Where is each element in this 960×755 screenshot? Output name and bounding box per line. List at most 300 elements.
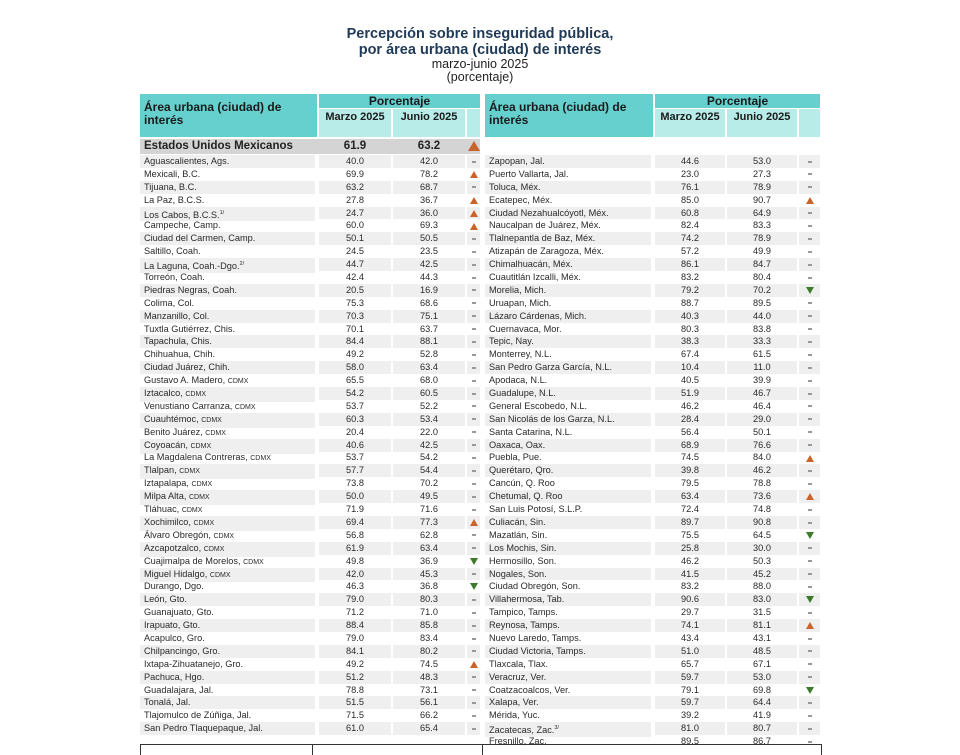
- city-name: [485, 580, 651, 593]
- table-row: [485, 722, 820, 735]
- city-name: [485, 658, 651, 671]
- march-value: 24.7: [319, 207, 391, 220]
- city-name: [485, 168, 651, 181]
- march-value: 44.6: [655, 155, 725, 168]
- trend-cell: [467, 194, 480, 207]
- trend-cell: [799, 387, 820, 400]
- march-value: 83.2: [681, 272, 699, 283]
- trend-cell: [799, 181, 820, 194]
- trend-cell: [799, 426, 820, 439]
- increase-triangle-icon: [806, 622, 814, 629]
- decrease-triangle-icon: [806, 287, 814, 294]
- city-label: Gustavo A. Madero,: [144, 375, 226, 386]
- march-value: 74.1: [655, 619, 725, 632]
- june-value: 42.0: [393, 155, 465, 168]
- city-label: Tlalnepantla de Baz, Méx.: [489, 233, 596, 244]
- no-change-dash-icon: [472, 638, 476, 640]
- no-change-dash-icon: [808, 663, 812, 665]
- table-row: [485, 516, 820, 529]
- footer-divider: [312, 745, 313, 755]
- city-label: Cuauhtémoc,: [144, 413, 199, 424]
- city-label: Iztapalapa,: [144, 478, 189, 489]
- no-change-dash-icon: [808, 431, 812, 433]
- trend-cell: [467, 400, 480, 413]
- city-name: [485, 284, 651, 297]
- trend-cell: [799, 709, 820, 722]
- table-row: [485, 348, 820, 361]
- no-change-dash-icon: [472, 161, 476, 163]
- march-value: 60.0: [346, 220, 364, 231]
- trend-cell: [799, 671, 820, 684]
- no-change-dash-icon: [472, 702, 476, 704]
- trend-cell: [467, 155, 480, 168]
- table-row: [485, 542, 820, 555]
- table-row: [140, 323, 480, 336]
- table-row: [485, 323, 820, 336]
- increase-triangle-icon: [806, 455, 814, 462]
- trend-cell: [799, 606, 820, 619]
- june-value: 48.3: [393, 671, 465, 684]
- table-row: [140, 387, 480, 400]
- table-row: [140, 606, 480, 619]
- march-value: 75.5: [681, 529, 699, 540]
- city-suffix: CDMX: [181, 507, 203, 515]
- decrease-triangle-icon: [470, 558, 478, 565]
- city-label: Miguel Hidalgo,: [144, 568, 208, 579]
- city-label: Chihuahua, Chih.: [144, 349, 215, 360]
- no-change-dash-icon: [472, 405, 476, 407]
- city-label: Los Mochis, Sin.: [489, 542, 557, 553]
- table-row: [140, 374, 480, 387]
- june-value: 23.5: [420, 246, 438, 257]
- table-row: [485, 258, 820, 271]
- city-label: Tampico, Tamps.: [489, 607, 558, 618]
- national-name: Estados Unidos Mexicanos: [144, 140, 293, 152]
- title-period: marzo-junio 2025: [431, 57, 529, 71]
- table-row: [140, 451, 480, 464]
- header-march: Marzo 2025: [655, 109, 725, 137]
- city-label: San Nicolás de los Garza, N.L.: [489, 413, 615, 424]
- city-name: [485, 219, 651, 232]
- march-value: 20.4: [346, 426, 364, 437]
- increase-triangle-icon: [470, 223, 478, 230]
- june-value: 68.0: [420, 375, 438, 386]
- trend-cell: [799, 684, 820, 697]
- june-value: 84.0: [753, 452, 771, 463]
- table-row: [140, 722, 480, 735]
- city-name: [485, 464, 651, 477]
- no-change-dash-icon: [808, 341, 812, 343]
- march-value: 54.2: [319, 387, 391, 400]
- june-value: 46.7: [727, 387, 797, 400]
- trend-cell: [467, 387, 480, 400]
- march-value: 75.3: [346, 297, 364, 308]
- march-value: 49.2: [346, 658, 364, 669]
- city-name: [485, 387, 651, 400]
- city-suffix: CDMX: [205, 429, 226, 437]
- june-value: 31.5: [753, 607, 771, 618]
- table-row: [140, 413, 480, 426]
- trend-cell: [799, 245, 820, 258]
- city-name: [140, 284, 315, 297]
- table-row: [485, 684, 820, 697]
- june-value: 86.7: [753, 736, 771, 747]
- march-value: 81.0: [655, 722, 725, 735]
- march-value: 86.1: [655, 258, 725, 271]
- table-row: [485, 451, 820, 464]
- city-name: [485, 232, 651, 245]
- trend-cell: [799, 361, 820, 374]
- trend-cell: [799, 232, 820, 245]
- table-row: [140, 439, 480, 452]
- no-change-dash-icon: [472, 264, 476, 266]
- june-value: 44.0: [727, 310, 797, 323]
- table-row: [485, 413, 820, 426]
- city-label: Ciudad Juárez, Chih.: [144, 362, 230, 373]
- june-value: 66.2: [420, 710, 438, 721]
- march-value: 83.2: [681, 581, 699, 592]
- table-row: [485, 168, 820, 181]
- city-suffix: CDMX: [209, 571, 231, 579]
- table-row: [485, 194, 820, 207]
- june-value: 44.3: [420, 272, 438, 283]
- city-name: [485, 155, 651, 168]
- city-label: Los Cabos, B.C.S.: [144, 209, 220, 220]
- trend-cell: [467, 361, 480, 374]
- march-value: 57.2: [681, 246, 699, 257]
- june-value: 83.8: [753, 323, 771, 334]
- national-row: [140, 139, 480, 154]
- march-value: 59.7: [655, 696, 725, 709]
- city-name: [485, 310, 651, 323]
- june-value: 50.1: [753, 426, 771, 437]
- city-name: [140, 722, 315, 735]
- march-value: 63.2: [319, 181, 391, 194]
- city-label: Xalapa, Ver.: [489, 697, 539, 708]
- march-value: 89.7: [655, 516, 725, 529]
- march-value: 65.7: [681, 658, 699, 669]
- table-row: [140, 709, 480, 722]
- march-value: 38.3: [655, 335, 725, 348]
- march-value: 76.1: [655, 181, 725, 194]
- march-value: 49.8: [346, 555, 364, 566]
- city-label: Durango, Dgo.: [144, 581, 204, 592]
- city-label: Hermosillo, Son.: [489, 555, 557, 566]
- city-name: [485, 593, 651, 606]
- june-value: 29.0: [727, 413, 797, 426]
- no-change-dash-icon: [472, 534, 476, 536]
- trend-cell: [467, 709, 480, 722]
- table-row: [485, 529, 820, 542]
- no-change-dash-icon: [472, 444, 476, 446]
- march-value: 70.3: [319, 310, 391, 323]
- no-change-dash-icon: [808, 702, 812, 704]
- table-row: [140, 684, 480, 697]
- city-label: Tonalá, Jal.: [144, 697, 191, 708]
- table-row: [140, 335, 480, 348]
- june-value: 54.2: [420, 452, 438, 463]
- june-value: 78.8: [753, 478, 771, 489]
- march-value: 29.7: [681, 607, 699, 618]
- trend-cell: [467, 671, 480, 684]
- june-value: 33.3: [727, 335, 797, 348]
- trend-cell: [799, 207, 820, 220]
- table-row: [140, 310, 480, 323]
- city-label: Culiacán, Sin.: [489, 516, 546, 527]
- june-value: 60.5: [393, 387, 465, 400]
- city-label: Uruapan, Mich.: [489, 297, 552, 308]
- no-change-dash-icon: [808, 212, 812, 214]
- city-suffix: CDMX: [185, 391, 206, 399]
- city-label: Ecatepec, Méx.: [489, 194, 553, 205]
- march-value: 79.2: [655, 284, 725, 297]
- no-change-dash-icon: [472, 547, 476, 549]
- city-label: Acapulco, Gro.: [144, 632, 205, 643]
- june-value: 74.8: [753, 504, 771, 515]
- no-change-dash-icon: [808, 238, 812, 240]
- trend-cell: [799, 568, 820, 581]
- no-change-dash-icon: [472, 341, 476, 343]
- city-label: Chilpancingo, Gro.: [144, 645, 221, 656]
- left-table-header: [140, 94, 480, 137]
- city-label: Torreón, Coah.: [144, 272, 205, 283]
- june-value: 62.8: [420, 529, 438, 540]
- march-value: 40.3: [655, 310, 725, 323]
- june-value: 45.2: [727, 568, 797, 581]
- city-label: Nogales, Son.: [489, 568, 547, 579]
- june-value: 70.2: [420, 478, 438, 489]
- city-suffix: CDMX: [243, 558, 264, 566]
- city-label: Apodaca, N.L.: [489, 375, 548, 386]
- city-suffix: CDMX: [250, 455, 271, 463]
- trend-cell: [799, 348, 820, 361]
- no-change-dash-icon: [472, 393, 476, 395]
- trend-cell: [467, 464, 480, 477]
- city-name: [485, 207, 651, 220]
- table-row: [140, 426, 480, 439]
- march-value: 61.9: [319, 542, 391, 555]
- trend-cell: [799, 194, 820, 207]
- city-name: [485, 194, 651, 207]
- city-label: Cancún, Q. Roo: [489, 478, 555, 489]
- table-row: [140, 490, 480, 503]
- trend-cell: [467, 516, 480, 529]
- table-row: [485, 361, 820, 374]
- trend-cell: [799, 374, 820, 387]
- city-name: [140, 168, 315, 181]
- table-row: [485, 477, 820, 490]
- table-row: [140, 232, 480, 245]
- table-row: [140, 219, 480, 232]
- no-change-dash-icon: [472, 186, 476, 188]
- increase-triangle-icon: [806, 197, 814, 204]
- march-value: 40.5: [681, 375, 699, 386]
- june-value: 83.3: [753, 220, 771, 231]
- march-value: 70.1: [346, 323, 364, 334]
- table-row: [485, 155, 820, 168]
- trend-cell: [467, 542, 480, 555]
- trend-cell: [799, 451, 820, 464]
- table-row: [485, 568, 820, 581]
- table-row: [485, 219, 820, 232]
- june-value: 89.5: [753, 297, 771, 308]
- trend-cell: [467, 645, 480, 658]
- no-change-dash-icon: [808, 650, 812, 652]
- table-row: [485, 555, 820, 568]
- table-row: [485, 310, 820, 323]
- header-percentage: Porcentaje: [319, 94, 480, 108]
- city-name: [485, 709, 651, 722]
- march-value: 84.4: [319, 335, 391, 348]
- june-value: 45.3: [393, 568, 465, 581]
- trend-cell: [467, 696, 480, 709]
- city-label: Pachuca, Hgo.: [144, 671, 205, 682]
- trend-cell: [467, 503, 480, 516]
- table-row: [140, 516, 480, 529]
- no-change-dash-icon: [472, 573, 476, 575]
- trend-cell: [467, 632, 480, 645]
- june-value: 67.1: [753, 658, 771, 669]
- june-value: 64.5: [753, 529, 771, 540]
- city-suffix: CDMX: [191, 481, 213, 489]
- no-change-dash-icon: [808, 741, 812, 743]
- no-change-dash-icon: [808, 251, 812, 253]
- city-name: [140, 335, 315, 348]
- march-value: 40.6: [319, 439, 391, 452]
- header-trend: [799, 109, 820, 137]
- no-change-dash-icon: [808, 612, 812, 614]
- table-row: [140, 155, 480, 168]
- table-row: [140, 361, 480, 374]
- city-label: Lázaro Cárdenas, Mich.: [489, 310, 587, 321]
- city-name: [485, 374, 651, 387]
- no-change-dash-icon: [808, 328, 812, 330]
- city-label: Cuernavaca, Mor.: [489, 323, 562, 334]
- june-value: 68.7: [393, 181, 465, 194]
- table-row: [140, 271, 480, 284]
- decrease-triangle-icon: [470, 583, 478, 590]
- june-value: 11.0: [727, 361, 797, 374]
- trend-cell: [799, 490, 820, 503]
- june-value: 81.1: [727, 619, 797, 632]
- june-value: 41.9: [753, 710, 771, 721]
- no-change-dash-icon: [472, 431, 476, 433]
- increase-triangle-icon: [470, 210, 478, 217]
- march-value: 43.4: [681, 632, 699, 643]
- june-value: 78.9: [727, 232, 797, 245]
- no-change-dash-icon: [808, 715, 812, 717]
- march-value: 42.0: [319, 568, 391, 581]
- table-row: [485, 645, 820, 658]
- city-name: [485, 606, 651, 619]
- decrease-triangle-icon: [806, 532, 814, 539]
- national-trend: [467, 139, 480, 154]
- trend-cell: [799, 335, 820, 348]
- june-value: 27.3: [753, 168, 771, 179]
- table-row: [485, 709, 820, 722]
- march-value: 85.0: [681, 194, 699, 205]
- trend-cell: [799, 439, 820, 452]
- trend-cell: [467, 181, 480, 194]
- city-name: [140, 297, 315, 310]
- city-label: Puebla, Pue.: [489, 452, 542, 463]
- trend-cell: [467, 593, 480, 606]
- table-row: [485, 400, 820, 413]
- table-row: [485, 335, 820, 348]
- city-name: [485, 671, 651, 684]
- city-name: [140, 632, 315, 645]
- city-label: Ciudad Victoria, Tamps.: [489, 645, 586, 656]
- footnote-marker: 2/: [239, 261, 245, 268]
- no-change-dash-icon: [472, 277, 476, 279]
- city-name: [140, 310, 315, 323]
- june-value: 54.4: [393, 464, 465, 477]
- june-value: 76.6: [727, 439, 797, 452]
- march-value: 44.7: [319, 258, 391, 271]
- table-row: [485, 658, 820, 671]
- trend-cell: [467, 348, 480, 361]
- city-name: [485, 271, 651, 284]
- city-label: Reynosa, Tamps.: [489, 620, 560, 631]
- march-value: 61.0: [319, 722, 391, 735]
- city-name: [485, 245, 651, 258]
- no-change-dash-icon: [808, 380, 812, 382]
- no-change-dash-icon: [808, 573, 812, 575]
- no-change-dash-icon: [808, 676, 812, 678]
- no-change-dash-icon: [472, 457, 476, 459]
- trend-cell: [799, 477, 820, 490]
- decrease-triangle-icon: [806, 596, 814, 603]
- march-value: 27.8: [346, 194, 364, 205]
- city-suffix: CDMX: [213, 532, 235, 540]
- city-suffix: CDMX: [190, 442, 212, 450]
- june-value: 78.9: [727, 181, 797, 194]
- city-name: [485, 297, 651, 310]
- trend-cell: [467, 451, 480, 464]
- table-row: [485, 671, 820, 684]
- june-value: 73.1: [420, 684, 438, 695]
- footnote-marker: 1/: [219, 209, 225, 216]
- march-value: 88.4: [319, 619, 391, 632]
- march-value: 69.9: [346, 168, 364, 179]
- table-row: [485, 696, 820, 709]
- march-value: 65.5: [346, 375, 364, 386]
- june-value: 83.0: [727, 593, 797, 606]
- table-row: [485, 632, 820, 645]
- march-value: 28.4: [655, 413, 725, 426]
- city-label: Villahermosa, Tab.: [489, 594, 565, 605]
- table-row: [140, 284, 480, 297]
- trend-cell: [467, 207, 480, 220]
- table-row: [140, 542, 480, 555]
- city-label: Zapopan, Jal.: [489, 156, 545, 166]
- june-value: 49.9: [753, 246, 771, 257]
- march-value: 90.6: [655, 593, 725, 606]
- trend-cell: [799, 219, 820, 232]
- june-value: 71.0: [420, 607, 438, 618]
- june-value: 63.4: [393, 542, 465, 555]
- trend-cell: [799, 722, 820, 735]
- march-value: 49.2: [346, 349, 364, 360]
- table-row: [140, 477, 480, 490]
- june-value: 46.4: [753, 400, 771, 411]
- trend-cell: [467, 555, 480, 568]
- june-value: 65.4: [393, 722, 465, 735]
- trend-cell: [467, 568, 480, 581]
- march-value: 73.8: [346, 478, 364, 489]
- city-name: [485, 529, 651, 542]
- trend-cell: [467, 684, 480, 697]
